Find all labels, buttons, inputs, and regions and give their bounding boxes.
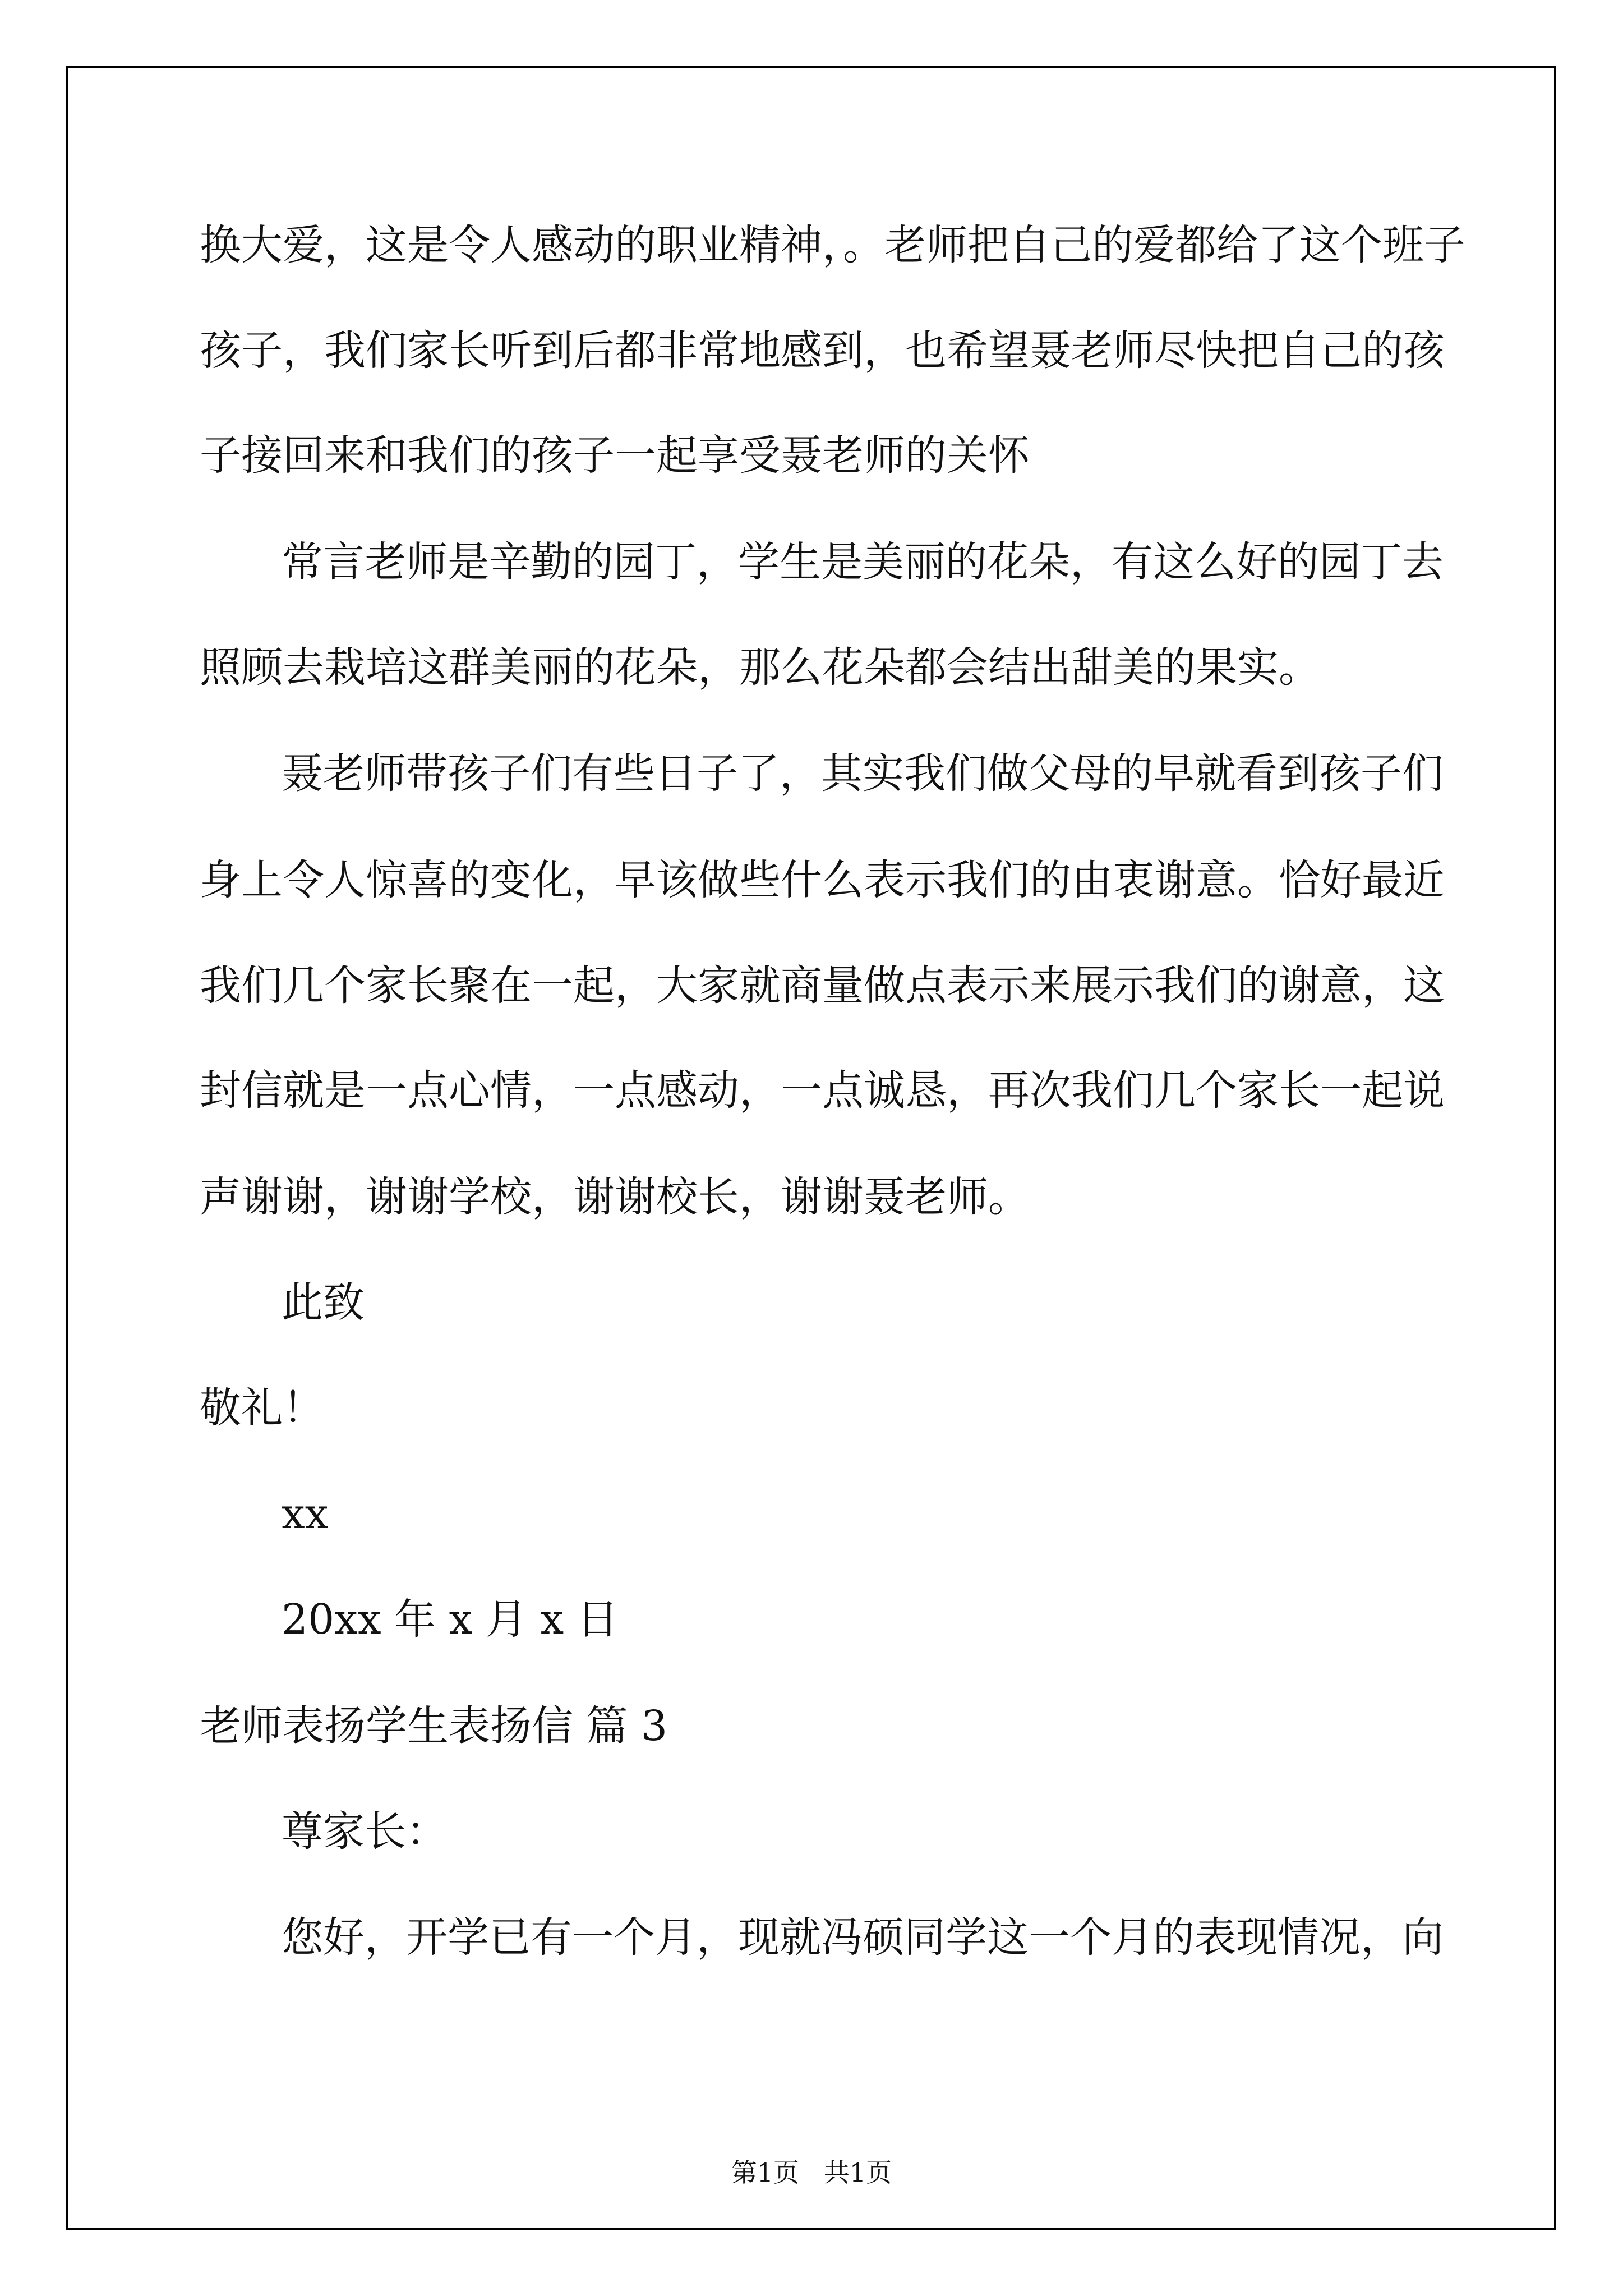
letter-greeting: 尊家长： [282, 1807, 448, 1856]
text-line: 封信就是一点心情，一点感动，一点诚恳，再次我们几个家长一起说 [200, 1066, 1445, 1115]
text-line: 常言老师是辛勤的园丁，学生是美丽的花朵，有这么好的园丁去 [282, 538, 1444, 586]
signature-date: 20xx 年 x 月 x 日 [282, 1595, 619, 1644]
page-footer: 第1页 共1页 [731, 2157, 892, 2188]
text-line: 孩子，我们家长听到后都非常地感到，也希望聂老师尽快把自己的孩 [200, 326, 1445, 375]
text-line: 声谢谢，谢谢学校，谢谢校长，谢谢聂老师。 [200, 1173, 1030, 1221]
signature-name: xx [282, 1490, 329, 1538]
text-line: 子接回来和我们的孩子一起享受聂老师的关怀 [200, 431, 1030, 480]
section-heading: 老师表扬学生表扬信 篇 3 [200, 1702, 668, 1750]
text-line: 您好，开学已有一个月，现就冯硕同学这一个月的表现情况，向 [282, 1913, 1444, 1962]
text-line: 照顾去栽培这群美丽的花朵，那么花朵都会结出甜美的果实。 [200, 643, 1320, 692]
text-line: 身上令人惊喜的变化，早该做些什么表示我们的由衷谢意。恰好最近 [200, 856, 1445, 904]
closing-regards: 敬礼！ [200, 1384, 324, 1432]
text-line: 换大爱，这是令人感动的职业精神，。老师把自己的爱都给了这个班子 [200, 221, 1465, 269]
text-line: 我们几个家长聚在一起，大家就商量做点表示来展示我们的谢意，这 [200, 961, 1445, 1010]
text-line: 聂老师带孩子们有些日子了，其实我们做父母的早就看到孩子们 [282, 749, 1444, 798]
page-frame [66, 66, 1556, 2230]
closing-salutation: 此致 [282, 1278, 365, 1327]
